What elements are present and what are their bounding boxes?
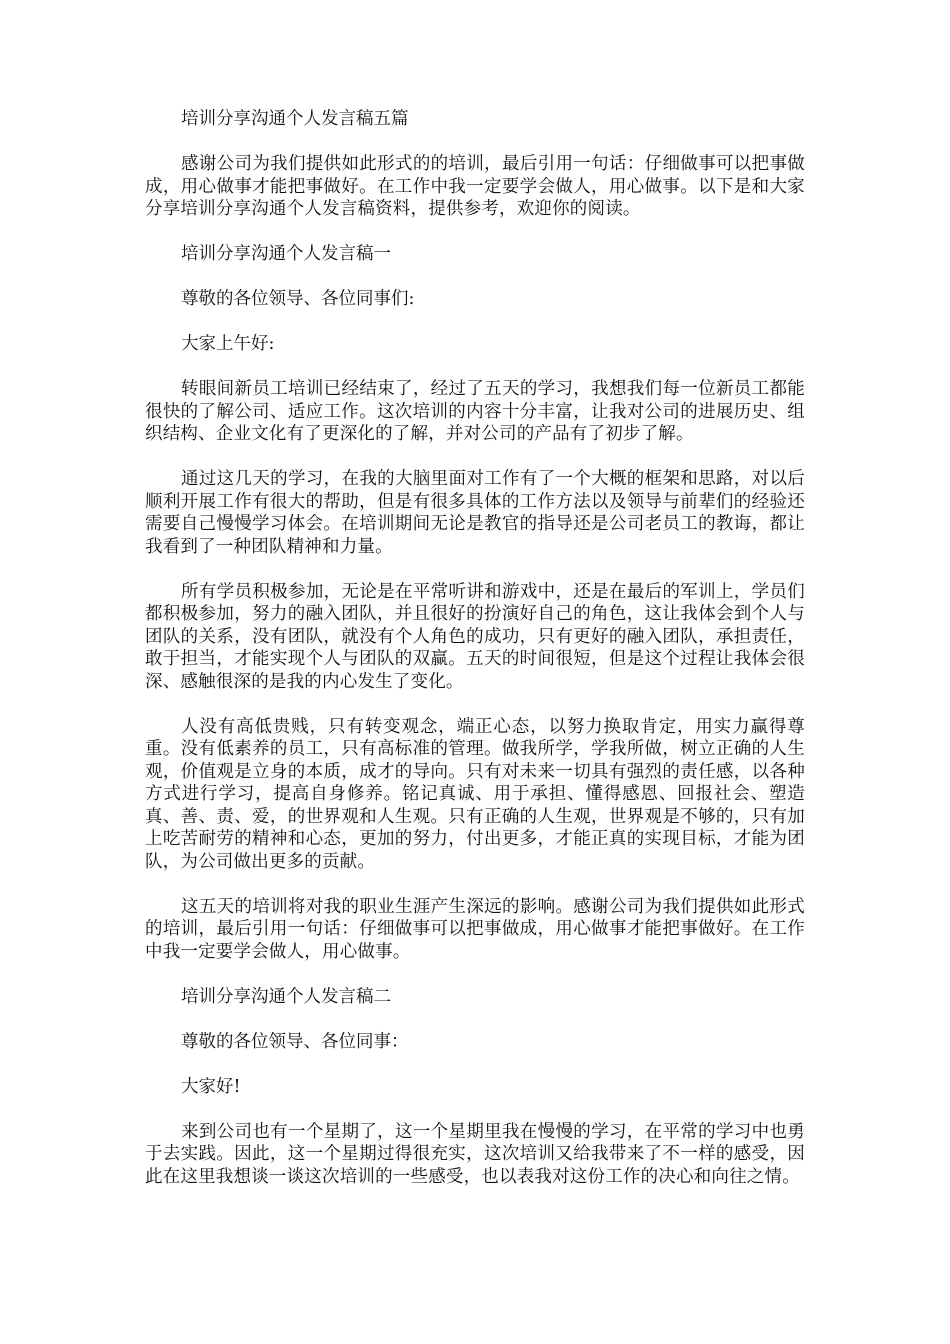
speech1-salutation: 尊敬的各位领导、各位同事们: bbox=[181, 289, 415, 309]
speech1-paragraph: 这五天的培训将对我的职业生涯产生深远的影响。感谢公司为我们提供如此形式的培训，最后引用一句话：仔细做事可以把事做成，用心做事才能把事做好。在工作中我一定要学会做人，用心做事。 bbox=[145, 896, 805, 962]
speech2-paragraph: 来到公司也有一个星期了，这一个星期里我在慢慢的学习，在平常的学习中也勇于去实践。因此，这一个星期过得很充实，这次培训又给我带来了不一样的感受，因此在这里我想谈一谈这次培训的一些感受，也以表我对这份工作的决心和向往之情。 bbox=[145, 1121, 805, 1187]
document-title: 培训分享沟通个人发言稿五篇 bbox=[181, 109, 409, 129]
speech2-salutation: 尊敬的各位领导、各位同事： bbox=[181, 1031, 409, 1052]
speech1-paragraph: 转眼间新员工培训已经结束了，经过了五天的学习，我想我们每一位新员工都能很快的了解公司、适应工作。这次培训的内容十分丰富，让我对公司的进展历史、组织结构、企业文化有了更深化的了解，并对公司的产品有了初步了解。 bbox=[145, 379, 805, 444]
speech1-paragraph: 所有学员积极参加，无论是在平常听讲和游戏中，还是在最后的军训上，学员们都积极参加，努力的融入团队，并且很好的扮演好自己的角色，这让我体会到个人与团队的关系，没有团队，就没有个人角色的成功，只有更好的融入团队，承担责任，敢于担当，才能实现个人与团队的双赢。五天的时间很短，但是这个过程让我体会很深、感触很深的是我的内心发生了变化。 bbox=[145, 581, 805, 692]
document-page bbox=[145, 108, 805, 1211]
speech2-greeting: 大家好! bbox=[181, 1076, 241, 1097]
speech2-heading: 培训分享沟通个人发言稿二 bbox=[181, 986, 391, 1007]
speech1-paragraph: 人没有高低贵贱，只有转变观念，端正心态，以努力换取肯定，用实力赢得尊重。没有低素养的员工，只有高标准的管理。做我所学，学我所做，树立正确的人生观，价值观是立身的本质，成才的导向。只有对未来一切具有强烈的责任感，以各种方式进行学习，提高自身修养。铭记真诚、用于承担、懂得感恩、回报社会、塑造真、善、责、爱，的世界观和人生观。只有正确的人生观，世界观是不够的，只有加上吃苦耐劳的精神和心态，更加的努力，付出更多，才能正真的实现目标，才能为团队，为公司做出更多的贡献。 bbox=[145, 716, 805, 872]
speech1-heading: 培训分享沟通个人发言稿一 bbox=[181, 244, 391, 264]
speech1-paragraph: 通过这几天的学习，在我的大脑里面对工作有了一个大概的框架和思路，对以后顺利开展工作有很大的帮助，但是有很多具体的工作方法以及领导与前辈们的经验还需要自己慢慢学习体会。在培训期间无论是教官的指导还是公司老员工的教诲，都让我看到了一种团队精神和力量。 bbox=[145, 469, 805, 557]
speech1-greeting: 大家上午好: bbox=[181, 334, 275, 354]
intro-paragraph: 感谢公司为我们提供如此形式的的培训，最后引用一句话：仔细做事可以把事做成，用心做事才能把事做好。在工作中我一定要学会做人，用心做事。以下是和大家分享培训分享沟通个人发言稿资料，提供参考，欢迎你的阅读。 bbox=[145, 154, 805, 219]
